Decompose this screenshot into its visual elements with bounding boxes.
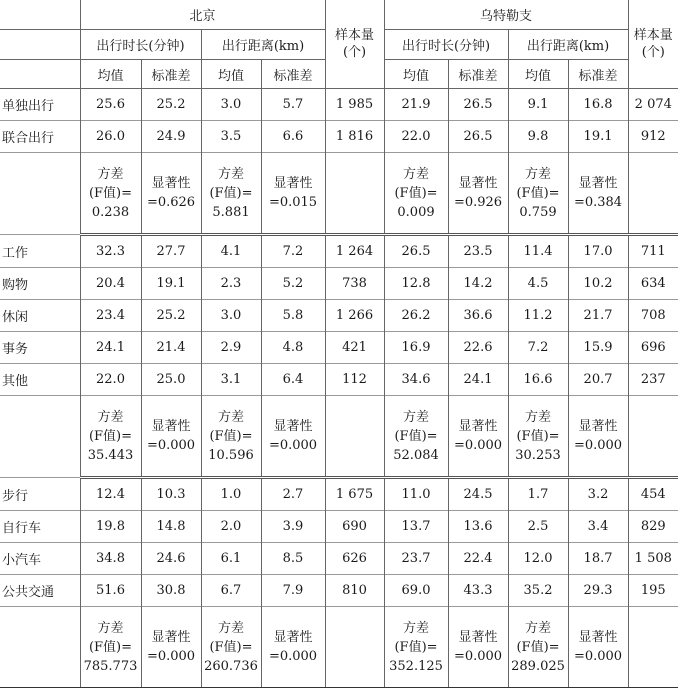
row-label: 步行: [0, 478, 80, 511]
significance-text: =0.015: [268, 195, 318, 210]
value-cell: 7.9: [261, 575, 325, 607]
table-row: [0, 543, 678, 575]
value-cell: 12.0: [508, 543, 568, 575]
f-value-text: 方差: [217, 166, 244, 182]
f-value-text: 0.238: [91, 204, 130, 220]
f-value-text: 260.736: [204, 658, 258, 674]
value-cell: 5.7: [261, 89, 325, 121]
corner-cell: [0, 30, 80, 60]
f-value-text: 方差: [525, 409, 552, 425]
sample-empty-cell: [325, 607, 384, 688]
significance-text: 显著性: [273, 176, 313, 191]
value-cell: 21.7: [568, 300, 628, 332]
value-cell: 69.0: [384, 575, 448, 607]
value-cell: 3.2: [568, 478, 628, 511]
value-cell: 36.6: [448, 300, 508, 332]
sample-count-cell: 112: [325, 364, 384, 396]
f-value-text: 方差: [525, 166, 552, 182]
corner-cell: [0, 0, 80, 30]
value-cell: 23.4: [80, 300, 141, 332]
sample-count-cell: 421: [325, 332, 384, 364]
f-value-text: 785.773: [83, 658, 138, 674]
value-cell: 2.3: [201, 268, 261, 300]
value-cell: 25.0: [141, 364, 201, 396]
f-value-cell: [80, 396, 141, 478]
value-cell: 22.4: [448, 543, 508, 575]
value-cell: 21.4: [141, 332, 201, 364]
header-distance-urumqi: 出行距离(km): [508, 30, 628, 60]
sample-count-cell: 195: [628, 575, 678, 607]
f-value-text: 方差: [97, 166, 124, 182]
value-cell: 3.9: [261, 511, 325, 543]
header-mean: 均值: [201, 60, 261, 89]
f-value-text: 方差: [217, 409, 244, 425]
header-sd: 标准差: [261, 60, 325, 89]
value-cell: 11.0: [384, 478, 448, 511]
f-value-text: (F值)=: [516, 428, 560, 444]
value-cell: 1.7: [508, 478, 568, 511]
table-row: [0, 235, 678, 268]
value-cell: 29.3: [568, 575, 628, 607]
significance-cell: [141, 153, 201, 235]
value-cell: 6.1: [201, 543, 261, 575]
row-label-empty: [0, 153, 80, 235]
value-cell: 26.5: [448, 121, 508, 153]
significance-text: 显著性: [458, 630, 498, 645]
value-cell: 9.1: [508, 89, 568, 121]
row-label-empty: [0, 396, 80, 478]
header-sd: 标准差: [568, 60, 628, 89]
row-label: 联合出行: [0, 121, 80, 153]
value-cell: 24.6: [141, 543, 201, 575]
header-mean: 均值: [508, 60, 568, 89]
header-urumqi: 乌特勒支: [384, 0, 628, 30]
row-label: 事务: [0, 332, 80, 364]
sample-count-cell: 1 266: [325, 300, 384, 332]
f-value-text: (F值)=: [394, 639, 438, 655]
significance-text: 显著性: [578, 630, 618, 645]
significance-text: =0.384: [573, 195, 623, 210]
sample-count-cell: 708: [628, 300, 678, 332]
row-label: 自行车: [0, 511, 80, 543]
value-cell: 25.2: [141, 300, 201, 332]
significance-text: =0.000: [146, 438, 196, 453]
value-cell: 32.3: [80, 235, 141, 268]
row-label: 公共交通: [0, 575, 80, 607]
value-cell: 13.7: [384, 511, 448, 543]
table-row: [0, 268, 678, 300]
value-cell: 16.6: [508, 364, 568, 396]
value-cell: 34.8: [80, 543, 141, 575]
value-cell: 24.1: [80, 332, 141, 364]
significance-text: 显著性: [273, 419, 313, 434]
value-cell: 51.6: [80, 575, 141, 607]
row-label: 其他: [0, 364, 80, 396]
value-cell: 34.6: [384, 364, 448, 396]
significance-text: =0.000: [268, 438, 318, 453]
value-cell: 21.9: [384, 89, 448, 121]
value-cell: 22.0: [80, 364, 141, 396]
value-cell: 24.1: [448, 364, 508, 396]
value-cell: 15.9: [568, 332, 628, 364]
sample-empty-cell: [325, 153, 384, 235]
f-value-cell: [508, 153, 568, 235]
f-value-cell: [201, 396, 261, 478]
header-beijing: 北京: [80, 0, 325, 30]
significance-text: =0.000: [146, 649, 196, 664]
sample-count-cell: 829: [628, 511, 678, 543]
value-cell: 25.2: [141, 89, 201, 121]
header-distance-beijing: 出行距离(km): [201, 30, 325, 60]
significance-text: =0.000: [573, 438, 623, 453]
header-mean: 均值: [80, 60, 141, 89]
value-cell: 43.3: [448, 575, 508, 607]
value-cell: 26.2: [384, 300, 448, 332]
value-cell: 3.0: [201, 89, 261, 121]
f-test-row: [0, 607, 678, 688]
f-value-text: 方差: [403, 620, 430, 636]
value-cell: 11.2: [508, 300, 568, 332]
table-row: [0, 300, 678, 332]
significance-text: =0.000: [573, 649, 623, 664]
sample-count-cell: 690: [325, 511, 384, 543]
table-row: [0, 121, 678, 153]
f-value-text: (F值)=: [516, 185, 560, 201]
row-label: 购物: [0, 268, 80, 300]
significance-cell: [261, 607, 325, 688]
sample-count-cell: 237: [628, 364, 678, 396]
significance-text: 显著性: [273, 630, 313, 645]
value-cell: 11.4: [508, 235, 568, 268]
value-cell: 3.5: [201, 121, 261, 153]
significance-text: 显著性: [578, 176, 618, 191]
value-cell: 24.5: [448, 478, 508, 511]
sample-empty-cell: [628, 607, 678, 688]
table-row: [0, 511, 678, 543]
value-cell: 6.4: [261, 364, 325, 396]
value-cell: 6.6: [261, 121, 325, 153]
sample-count-cell: 454: [628, 478, 678, 511]
significance-cell: [448, 396, 508, 478]
significance-text: =0.000: [268, 649, 318, 664]
value-cell: 20.7: [568, 364, 628, 396]
f-value-text: 0.009: [397, 204, 435, 220]
value-cell: 2.0: [201, 511, 261, 543]
value-cell: 10.2: [568, 268, 628, 300]
f-value-cell: [384, 607, 448, 688]
value-cell: 25.6: [80, 89, 141, 121]
value-cell: 4.1: [201, 235, 261, 268]
value-cell: 20.4: [80, 268, 141, 300]
row-label: 休闲: [0, 300, 80, 332]
value-cell: 30.8: [141, 575, 201, 607]
f-value-text: (F值)=: [88, 185, 133, 201]
f-value-text: 289.025: [511, 658, 565, 674]
f-value-text: (F值)=: [209, 185, 253, 201]
significance-text: =0.626: [146, 195, 196, 210]
header-row-city: [0, 0, 678, 30]
table-row: [0, 364, 678, 396]
value-cell: 22.6: [448, 332, 508, 364]
f-value-cell: [384, 153, 448, 235]
f-value-text: 方差: [403, 166, 430, 182]
significance-text: =0.000: [453, 649, 503, 664]
value-cell: 13.6: [448, 511, 508, 543]
value-cell: 7.2: [261, 235, 325, 268]
f-value-text: 0.759: [519, 204, 557, 220]
table-row: [0, 575, 678, 607]
f-value-text: 5.881: [212, 204, 250, 220]
value-cell: 14.2: [448, 268, 508, 300]
significance-cell: [568, 607, 628, 688]
value-cell: 2.5: [508, 511, 568, 543]
value-cell: 5.8: [261, 300, 325, 332]
significance-cell: [141, 396, 201, 478]
significance-cell: [568, 153, 628, 235]
value-cell: 35.2: [508, 575, 568, 607]
value-cell: 16.9: [384, 332, 448, 364]
sample-count-cell: 1 264: [325, 235, 384, 268]
value-cell: 18.7: [568, 543, 628, 575]
sample-count-cell: 634: [628, 268, 678, 300]
f-value-text: 方差: [217, 620, 244, 636]
significance-text: 显著性: [458, 419, 498, 434]
significance-text: =0.926: [453, 195, 503, 210]
sample-count-cell: 711: [628, 235, 678, 268]
significance-text: 显著性: [458, 176, 498, 191]
significance-cell: [448, 153, 508, 235]
table-row: [0, 478, 678, 511]
header-sample-urumqi: 样本量(个): [628, 0, 678, 89]
value-cell: 23.7: [384, 543, 448, 575]
table-row: [0, 89, 678, 121]
sample-count-cell: 696: [628, 332, 678, 364]
value-cell: 6.7: [201, 575, 261, 607]
value-cell: 19.8: [80, 511, 141, 543]
f-value-cell: [201, 607, 261, 688]
value-cell: 2.7: [261, 478, 325, 511]
f-value-text: 方差: [403, 409, 430, 425]
sample-count-cell: 1 985: [325, 89, 384, 121]
f-value-text: (F值)=: [394, 428, 438, 444]
value-cell: 12.8: [384, 268, 448, 300]
significance-text: 显著性: [151, 176, 191, 191]
value-cell: 17.0: [568, 235, 628, 268]
f-value-text: (F值)=: [209, 639, 253, 655]
sample-count-cell: 1 675: [325, 478, 384, 511]
value-cell: 26.5: [384, 235, 448, 268]
sample-empty-cell: [325, 396, 384, 478]
value-cell: 24.9: [141, 121, 201, 153]
table-row: [0, 332, 678, 364]
significance-text: 显著性: [151, 630, 191, 645]
significance-cell: [568, 396, 628, 478]
f-value-text: (F值)=: [516, 639, 560, 655]
value-cell: 1.0: [201, 478, 261, 511]
value-cell: 8.5: [261, 543, 325, 575]
f-value-text: 方差: [97, 620, 124, 636]
sample-count-cell: 1 816: [325, 121, 384, 153]
f-value-text: 52.084: [393, 447, 439, 463]
f-value-text: (F值)=: [209, 428, 253, 444]
f-value-text: 10.596: [208, 447, 254, 463]
value-cell: 26.0: [80, 121, 141, 153]
significance-cell: [141, 607, 201, 688]
f-value-text: (F值)=: [394, 185, 438, 201]
sample-count-cell: 2 074: [628, 89, 678, 121]
significance-cell: [261, 153, 325, 235]
value-cell: 4.8: [261, 332, 325, 364]
sample-empty-cell: [628, 153, 678, 235]
f-value-text: 352.125: [389, 658, 443, 674]
f-value-cell: [384, 396, 448, 478]
f-value-text: 35.443: [87, 447, 134, 463]
f-value-text: (F值)=: [88, 639, 133, 655]
significance-text: 显著性: [151, 419, 191, 434]
header-duration-urumqi: 出行时长(分钟): [384, 30, 508, 60]
significance-text: =0.000: [453, 438, 503, 453]
value-cell: 14.8: [141, 511, 201, 543]
row-label: 单独出行: [0, 89, 80, 121]
value-cell: 19.1: [141, 268, 201, 300]
f-value-text: 方差: [97, 409, 124, 425]
value-cell: 7.2: [508, 332, 568, 364]
corner-cell: [0, 60, 80, 89]
header-mean: 均值: [384, 60, 448, 89]
f-test-row: [0, 396, 678, 478]
significance-cell: [448, 607, 508, 688]
value-cell: 26.5: [448, 89, 508, 121]
sample-count-cell: 810: [325, 575, 384, 607]
value-cell: 9.8: [508, 121, 568, 153]
value-cell: 22.0: [384, 121, 448, 153]
value-cell: 5.2: [261, 268, 325, 300]
value-cell: 3.1: [201, 364, 261, 396]
value-cell: 12.4: [80, 478, 141, 511]
f-value-text: 30.253: [515, 447, 561, 463]
header-sd: 标准差: [141, 60, 201, 89]
value-cell: 16.8: [568, 89, 628, 121]
f-value-text: (F值)=: [88, 428, 133, 444]
f-value-cell: [508, 396, 568, 478]
sample-count-cell: 912: [628, 121, 678, 153]
sample-count-cell: 738: [325, 268, 384, 300]
sample-empty-cell: [628, 396, 678, 478]
value-cell: 23.5: [448, 235, 508, 268]
value-cell: 10.3: [141, 478, 201, 511]
value-cell: 4.5: [508, 268, 568, 300]
value-cell: 27.7: [141, 235, 201, 268]
f-value-text: 方差: [525, 620, 552, 636]
significance-text: 显著性: [578, 419, 618, 434]
header-sd: 标准差: [448, 60, 508, 89]
f-value-cell: [80, 153, 141, 235]
header-duration-beijing: 出行时长(分钟): [80, 30, 201, 60]
f-value-cell: [201, 153, 261, 235]
header-sample-beijing: 样本量(个): [325, 0, 384, 89]
f-value-cell: [80, 607, 141, 688]
f-value-cell: [508, 607, 568, 688]
significance-cell: [261, 396, 325, 478]
value-cell: 2.9: [201, 332, 261, 364]
row-label: 小汽车: [0, 543, 80, 575]
f-test-row: [0, 153, 678, 235]
value-cell: 3.4: [568, 511, 628, 543]
value-cell: 19.1: [568, 121, 628, 153]
row-label-empty: [0, 607, 80, 688]
sample-count-cell: 626: [325, 543, 384, 575]
value-cell: 3.0: [201, 300, 261, 332]
sample-count-cell: 1 508: [628, 543, 678, 575]
row-label: 工作: [0, 235, 80, 268]
